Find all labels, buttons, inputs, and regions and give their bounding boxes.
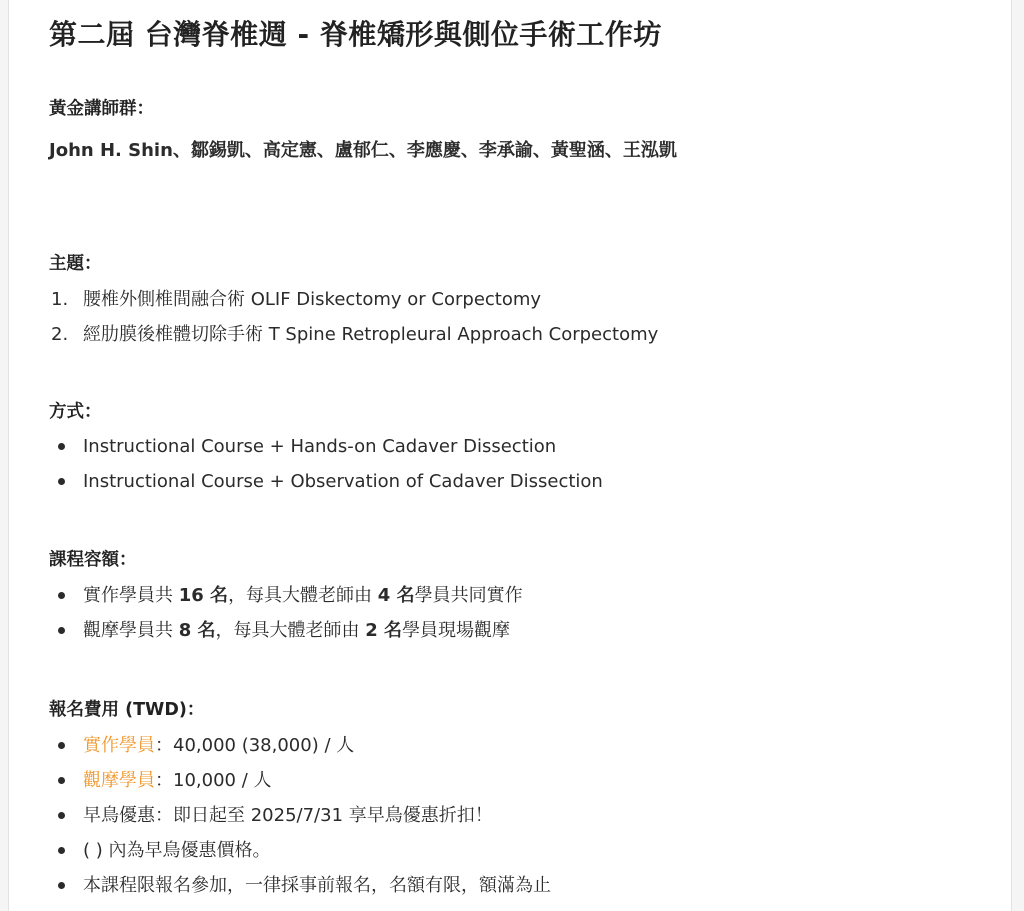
- item-text: ：10,000 / 人: [155, 770, 272, 791]
- item-text: 本課程限報名參加，一律採事前報名，名額有限，額滿為止: [83, 875, 551, 896]
- item-text: 經肋膜後椎體切除手術 T Spine Retropleural Approach Corpectomy: [83, 324, 659, 345]
- capacity-heading: 課程容額：: [49, 550, 137, 570]
- capacity-list: [49, 578, 523, 648]
- list-item: [49, 613, 523, 648]
- list-item: [49, 429, 603, 464]
- item-text: 實作學員共: [83, 585, 179, 606]
- page-title: 第二屆 台灣脊椎週 - 脊椎矯形與側位手術工作坊: [49, 18, 662, 51]
- list-item: [49, 317, 658, 352]
- format-heading: 方式：: [49, 402, 102, 422]
- list-item: [49, 282, 658, 317]
- item-emphasis: 16 名: [178, 585, 229, 606]
- item-emphasis: 4 名: [377, 585, 415, 606]
- list-item: [49, 833, 551, 868]
- list-item: [49, 464, 603, 499]
- item-number: 2.: [51, 324, 69, 345]
- topics-list: [49, 282, 658, 352]
- bullet-icon: [58, 627, 65, 634]
- fee-category-label: 實作學員: [83, 735, 155, 756]
- fee-category-label: 觀摩學員: [83, 770, 155, 791]
- list-item: [49, 728, 551, 763]
- list-item: [49, 763, 551, 798]
- bullet-icon: [58, 742, 65, 749]
- format-list: [49, 429, 603, 499]
- faculty-names: John H. Shin、鄒錫凱、高定憲、盧郁仁、李應慶、李承諭、黃聖涵、王泓凱: [49, 140, 677, 161]
- item-emphasis: 8 名: [178, 620, 216, 641]
- item-text: ，每具大體老師由: [228, 585, 378, 606]
- bullet-icon: [58, 478, 65, 485]
- item-number: 1.: [51, 289, 69, 310]
- bullet-icon: [58, 777, 65, 784]
- faculty-heading: 黃金講師群：: [49, 99, 154, 119]
- bullet-icon: [58, 847, 65, 854]
- list-item: [49, 868, 551, 903]
- item-text: 觀摩學員共: [83, 620, 179, 641]
- topics-heading: 主題：: [49, 254, 102, 274]
- fees-heading: 報名費用 (TWD)：: [49, 700, 205, 720]
- bullet-icon: [58, 443, 65, 450]
- item-text: 早鳥優惠：即日起至 2025/7/31 享早鳥優惠折扣！: [83, 805, 493, 826]
- list-item: [49, 798, 551, 833]
- item-text: ( ) 內為早鳥優惠價格。: [83, 840, 271, 861]
- item-text: 腰椎外側椎間融合術 OLIF Diskectomy or Corpectomy: [83, 289, 542, 310]
- item-text: Instructional Course + Observation of Cadaver Dissection: [83, 471, 603, 492]
- item-text: 學員現場觀摩: [402, 620, 511, 641]
- item-text: ：40,000 (38,000) / 人: [155, 735, 355, 756]
- item-text: 學員共同實作: [414, 585, 523, 606]
- fees-list: [49, 728, 551, 903]
- item-emphasis: 2 名: [365, 620, 403, 641]
- bullet-icon: [58, 812, 65, 819]
- bullet-icon: [58, 882, 65, 889]
- content-panel: [8, 0, 1012, 911]
- item-text: ，每具大體老師由: [215, 620, 366, 641]
- bullet-icon: [58, 592, 65, 599]
- list-item: [49, 578, 523, 613]
- item-text: Instructional Course + Hands-on Cadaver Dissection: [83, 436, 557, 457]
